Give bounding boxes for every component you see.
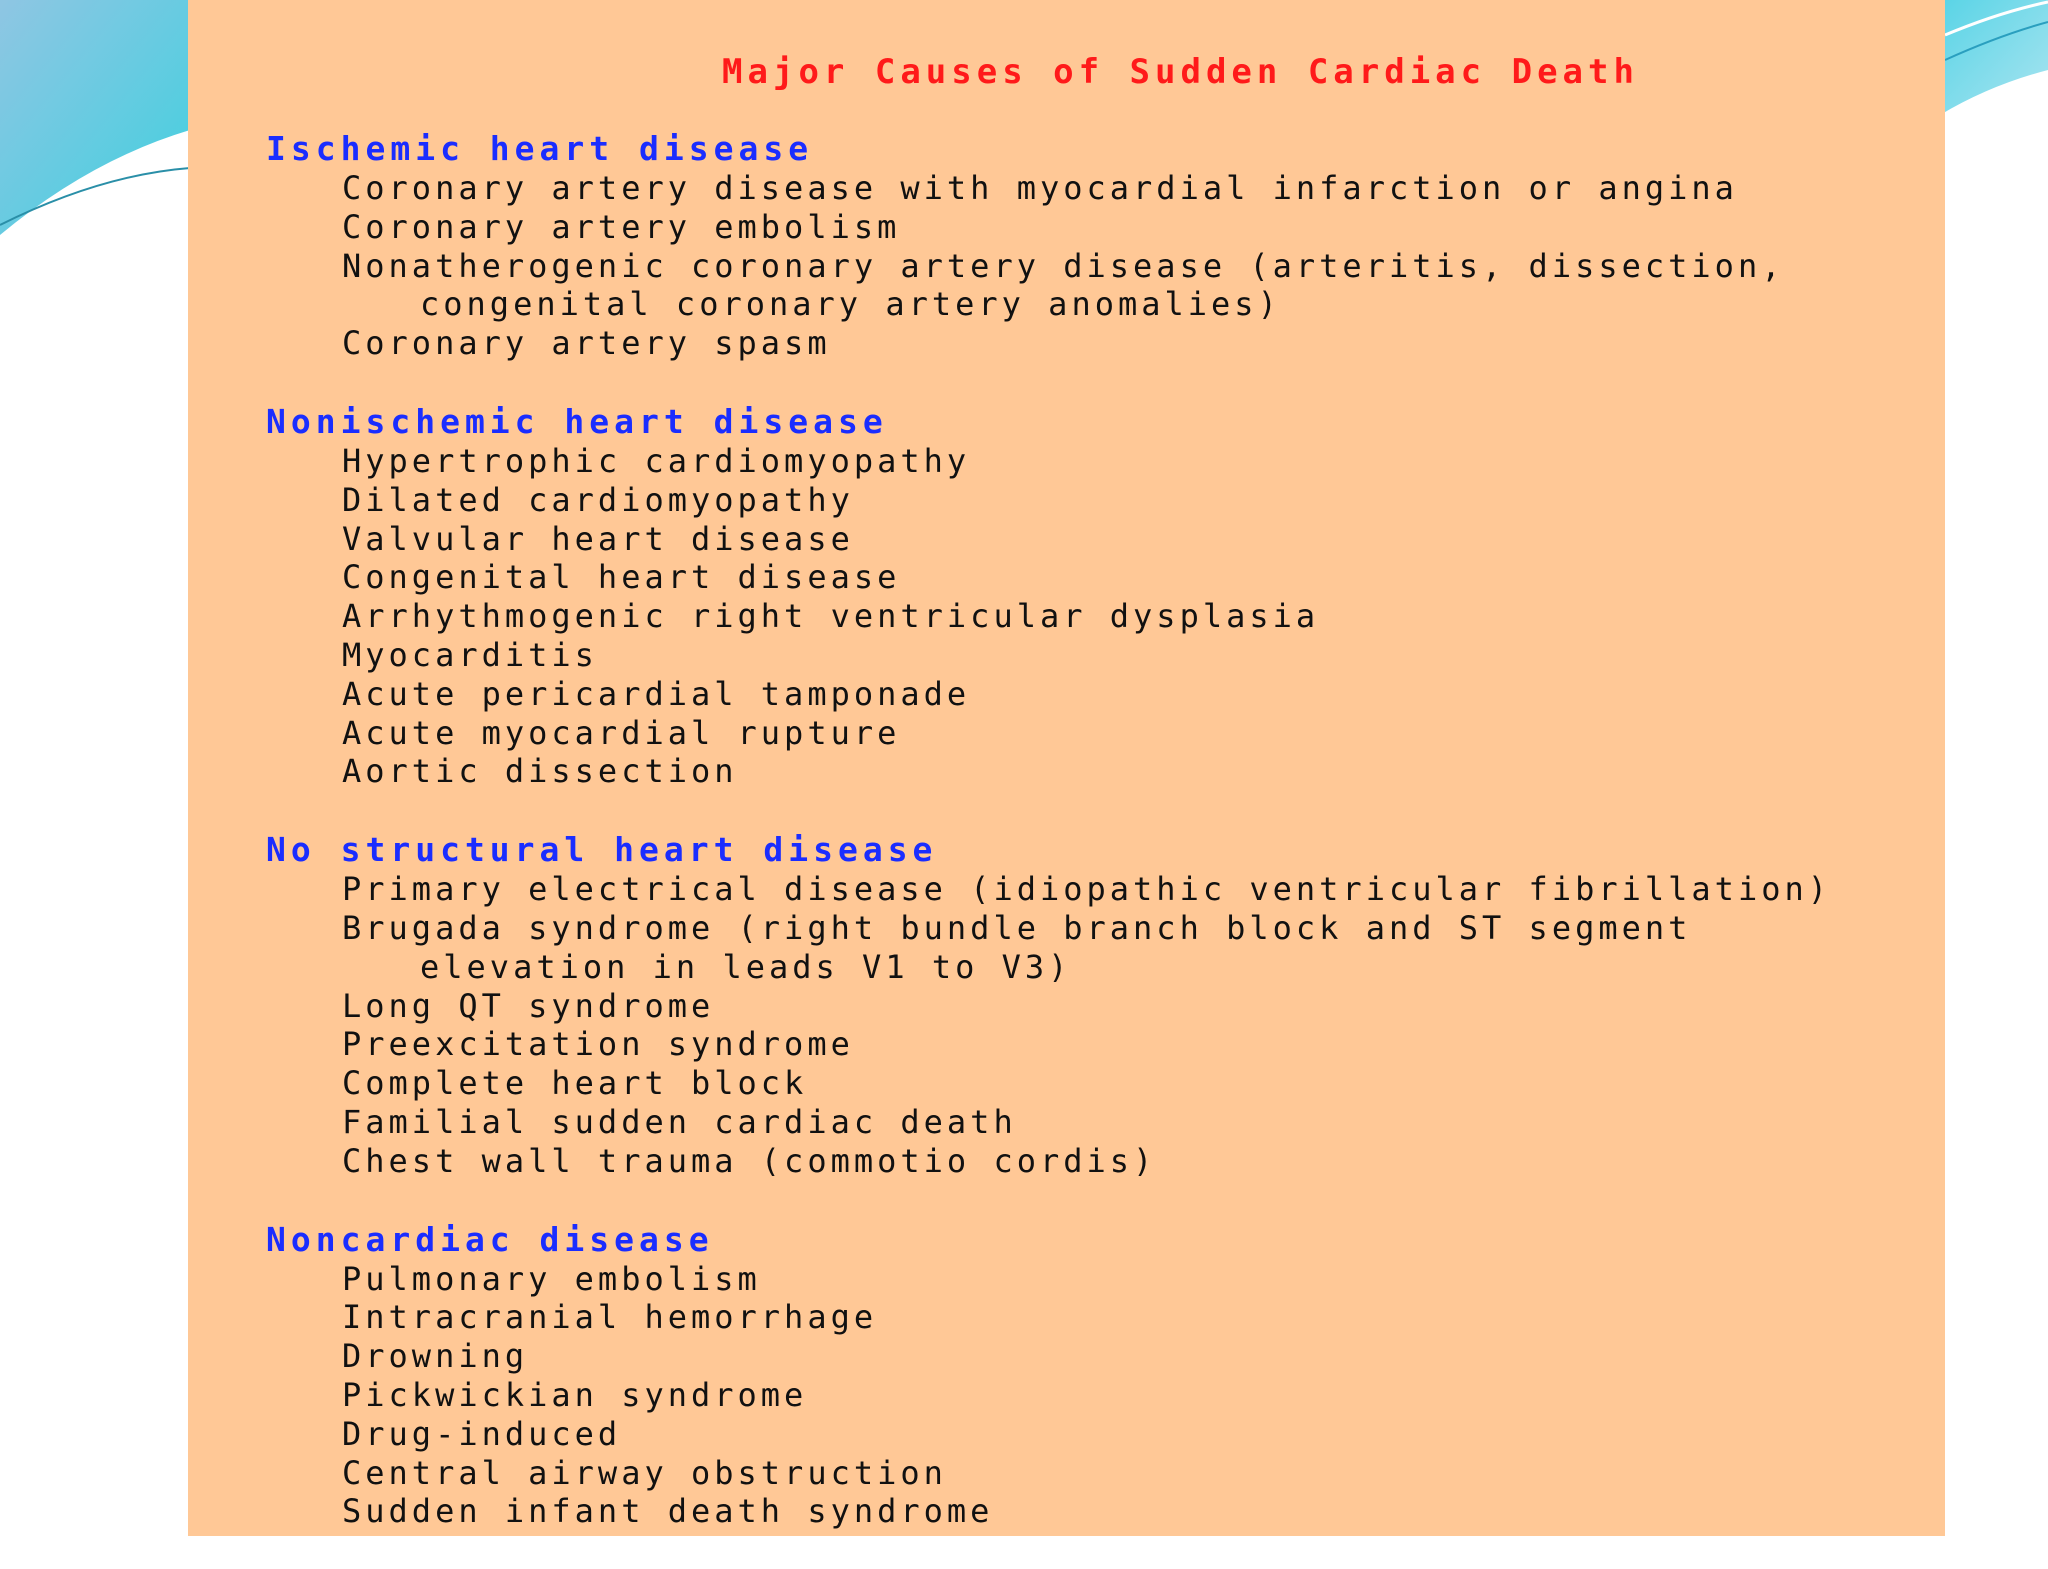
list-item: Coronary artery spasm (342, 324, 831, 363)
list-item: Primary electrical disease (idiopathic ventricular fibrillation) (342, 870, 1831, 909)
list-item: Arrhythmogenic right ventricular dysplasia (342, 597, 1320, 636)
list-item: Acute pericardial tamponade (342, 674, 971, 713)
list-item: Familial sudden cardiac death (342, 1102, 1017, 1141)
list-item: Central airway obstruction (342, 1453, 947, 1492)
list-item: Drug-induced (342, 1414, 622, 1453)
slide-title: Major Causes of Sudden Cardiac Death (722, 52, 1639, 92)
list-item: Myocarditis (342, 635, 598, 674)
list-item: Preexcitation syndrome (342, 1025, 854, 1064)
section-heading: No structural heart disease (266, 830, 938, 870)
section-heading: Nonischemic heart disease (266, 401, 888, 441)
list-item: Hypertrophic cardiomyopathy (342, 441, 971, 480)
list-item: Aortic dissection (342, 752, 738, 791)
list-item: Drowning (342, 1337, 529, 1376)
list-item: Dilated cardiomyopathy (342, 480, 854, 519)
list-item-continuation: congenital coronary artery anomalies) (420, 285, 1281, 324)
list-item: Sudden infant death syndrome (342, 1492, 994, 1531)
section-noncardiac (266, 1219, 1926, 1532)
item-list (266, 870, 1926, 1180)
list-item: Coronary artery disease with myocardial infarction or angina (342, 169, 1738, 207)
left-wave-shape (0, 0, 190, 235)
section-nonischemic (266, 401, 1926, 791)
list-item: Coronary artery embolism (342, 207, 901, 246)
list-item: Acute myocardial rupture (342, 713, 901, 752)
list-item: Intracranial hemorrhage (342, 1298, 878, 1337)
list-item: Chest wall trauma (commotio cordis) (342, 1141, 1157, 1180)
list-item: Brugada syndrome (right bundle branch block and ST segment (342, 908, 1692, 947)
item-list (266, 1260, 1926, 1532)
list-item: Pulmonary embolism (342, 1259, 761, 1298)
item-list (266, 442, 1926, 791)
list-item-continuation: elevation in leads V1 to V3) (420, 947, 1072, 986)
item-list (266, 169, 1926, 363)
content-list (266, 128, 1926, 1569)
section-heading: Ischemic heart disease (266, 129, 814, 168)
section-no-structural (266, 829, 1926, 1180)
list-item: Complete heart block (342, 1064, 808, 1103)
section-heading: Noncardiac disease (266, 1219, 714, 1259)
list-item: Valvular heart disease (342, 519, 854, 558)
list-item: Congenital heart disease (342, 558, 901, 597)
section-ischemic (266, 128, 1926, 363)
list-item: Nonatherogenic coronary artery disease (arteritis, dissection, (342, 246, 1785, 285)
slide-panel (188, 0, 1945, 1536)
list-item: Long QT syndrome (342, 986, 715, 1025)
list-item: Pickwickian syndrome (342, 1375, 808, 1414)
